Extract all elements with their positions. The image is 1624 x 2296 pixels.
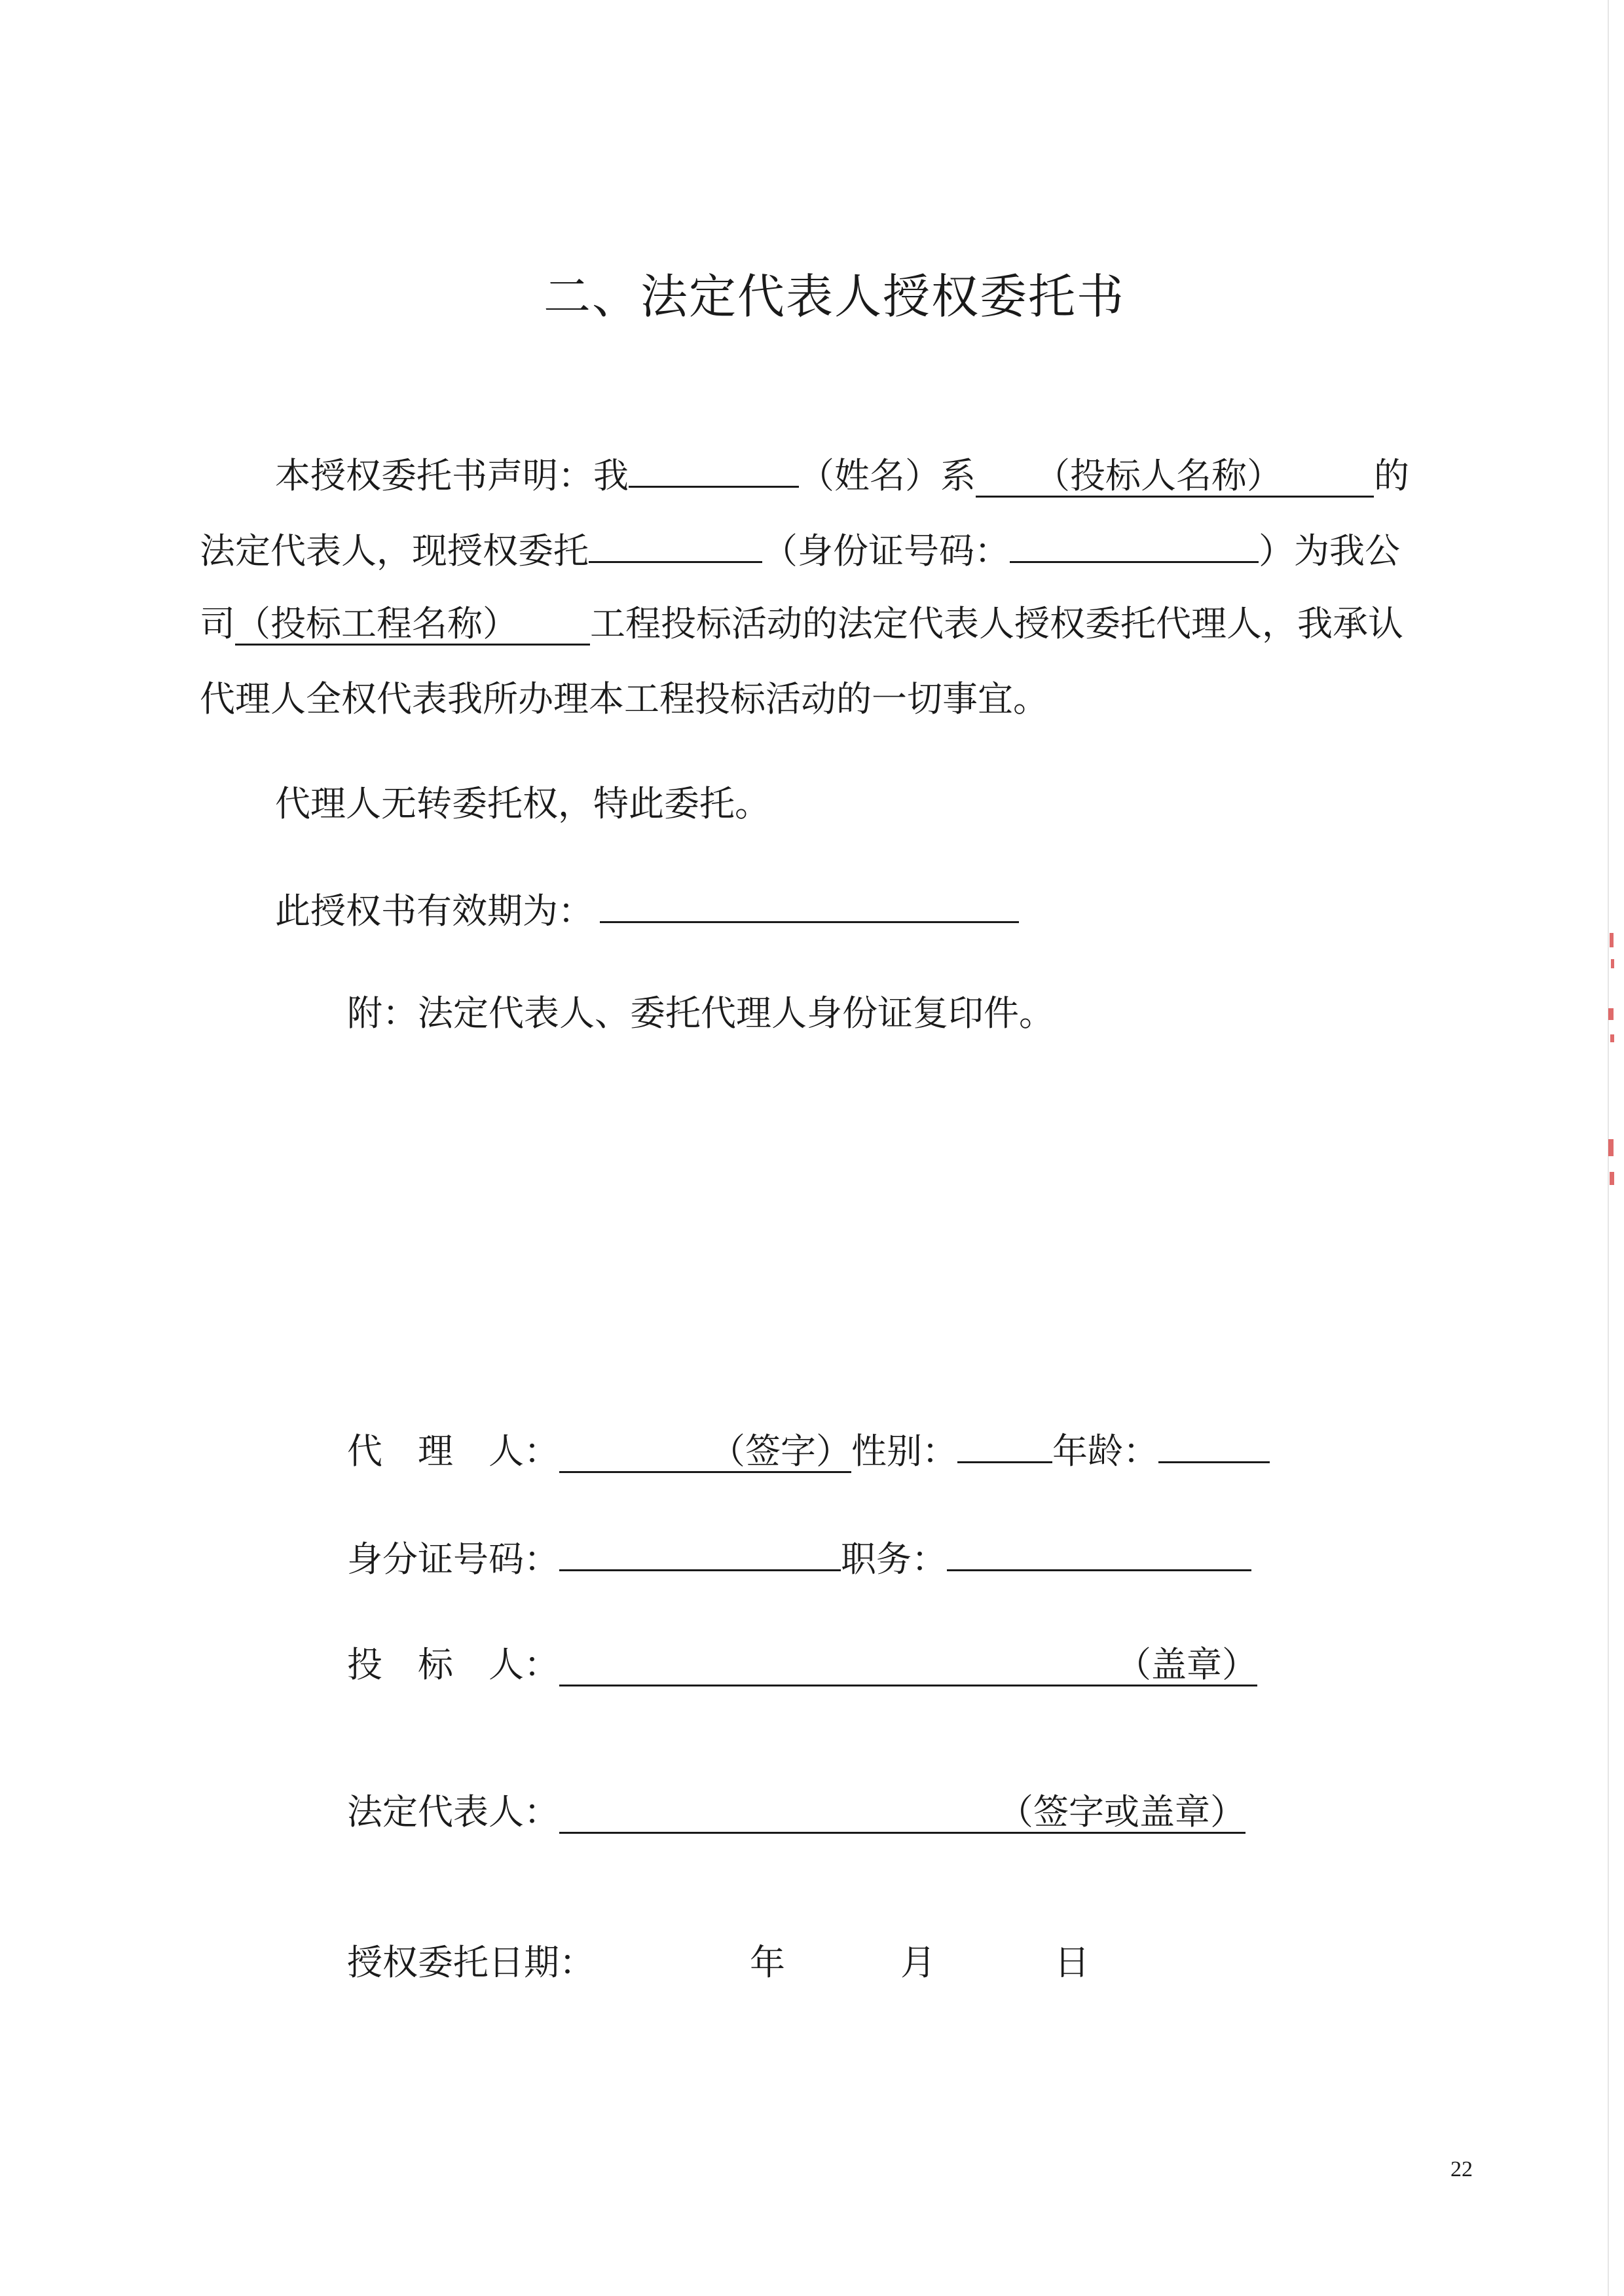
year-label: 年 — [750, 1942, 785, 1983]
validity-period-label: 此授权书有效期为： — [275, 890, 593, 932]
line2-text-b: （身份证号码： — [762, 530, 1010, 572]
paragraph1-line3 — [200, 602, 1403, 646]
bidder-name-field: （投标人名称） — [976, 456, 1374, 498]
line2-text-c: ）为我公 — [1259, 530, 1400, 572]
bidder-row — [347, 1643, 1257, 1686]
line3-text-a: 司 — [200, 603, 235, 644]
paragraph2: 代理人无转委托权，特此委托。 — [275, 783, 770, 824]
agent-name-blank — [589, 527, 762, 563]
line1-text-a: 本授权委托书声明：我 — [275, 455, 629, 496]
id-number-blank — [1010, 527, 1259, 563]
page-number: 22 — [1450, 2157, 1473, 2181]
age-blank — [1158, 1427, 1270, 1463]
gender-label: 性别： — [851, 1430, 957, 1472]
age-label: 年龄： — [1052, 1430, 1158, 1472]
agent-sign-field: （签字） — [559, 1432, 851, 1473]
agent-row — [347, 1427, 1270, 1473]
line3-text-b: 工程投标活动的法定代表人授权委托代理人，我承认 — [590, 603, 1403, 644]
paragraph1-line2 — [200, 527, 1400, 573]
validity-period-line — [275, 887, 1019, 933]
position-blank — [947, 1535, 1251, 1571]
paragraph1-line1 — [275, 452, 1409, 498]
bidder-seal-field: （盖章） — [559, 1645, 1257, 1686]
legal-rep-sign-field: （签字或盖章） — [559, 1793, 1246, 1834]
attachment-note: 附：法定代表人、委托代理人身份证复印件。 — [347, 993, 1054, 1034]
validity-period-blank — [600, 887, 1019, 923]
date-label: 授权委托日期： — [347, 1942, 595, 1983]
id-number-label: 身分证号码： — [347, 1539, 559, 1580]
month-label: 月 — [900, 1942, 936, 1983]
line1-text-c: 的 — [1374, 455, 1409, 496]
name-blank — [629, 452, 799, 488]
id-position-row — [347, 1535, 1251, 1581]
paragraph1-line4: 代理人全权代表我所办理本工程投标活动的一切事宜。 — [200, 678, 1048, 720]
day-label: 日 — [1054, 1942, 1090, 1983]
line1-text-b: （姓名）系 — [799, 455, 976, 496]
document-title: 二、法定代表人授权委托书 — [544, 269, 1126, 324]
gender-blank — [957, 1427, 1052, 1463]
bidder-label: 投 标 人： — [347, 1644, 559, 1685]
position-label: 职务： — [841, 1539, 947, 1580]
id-number-signature-blank — [559, 1535, 841, 1571]
agent-label: 代 理 人： — [347, 1430, 559, 1472]
legal-rep-label: 法定代表人： — [347, 1791, 559, 1832]
project-name-field: （投标工程名称） — [235, 604, 590, 646]
legal-rep-row — [347, 1791, 1246, 1834]
line2-text-a: 法定代表人，现授权委托 — [200, 530, 589, 572]
